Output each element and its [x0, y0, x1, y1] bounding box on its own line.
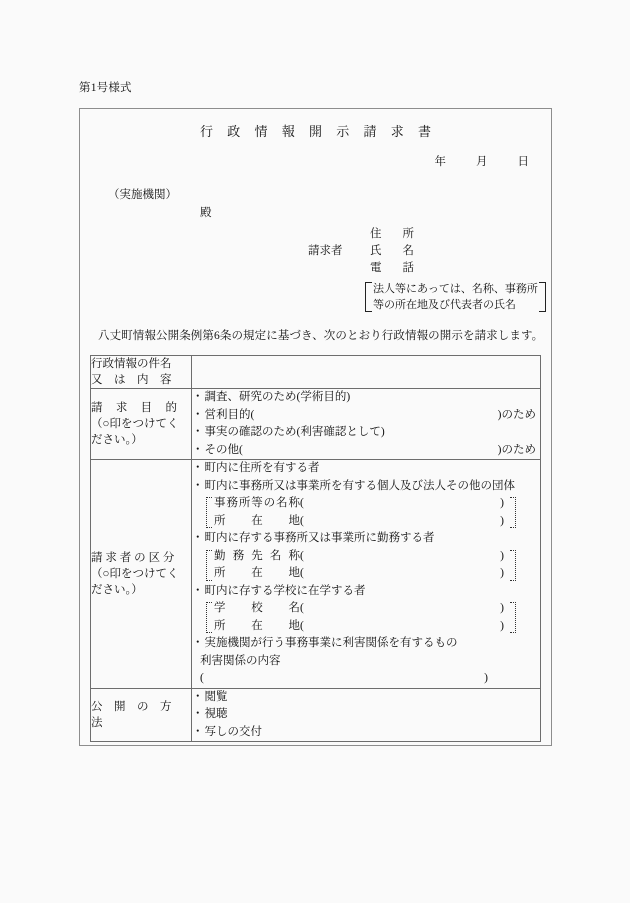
- interest-detail-label: 利害関係の内容: [200, 654, 281, 667]
- requester-prefix-label: 請求者: [308, 245, 343, 257]
- option-line[interactable]: [192, 724, 540, 742]
- date-month-label: 月: [476, 156, 488, 168]
- paren-open: (: [300, 602, 304, 614]
- corporate-note-line-1: 法人等にあっては、名称、事務所: [373, 283, 538, 295]
- bullet-icon: ・: [192, 408, 204, 421]
- row-label-line: ださい。）: [91, 583, 143, 596]
- row-label-cell: [91, 356, 192, 389]
- option-line[interactable]: [192, 478, 540, 496]
- request-statement: 八丈町情報公開条例第6条の規定に基づき、次のとおり行政情報の開示を請求します。: [98, 330, 544, 342]
- option-line[interactable]: [192, 389, 540, 407]
- detail-field-label: 所 在 地: [214, 567, 300, 579]
- row-label-cell: [91, 688, 192, 742]
- detail-field-label: 所 在 地: [214, 514, 300, 527]
- requester-address-label: 住 所: [370, 228, 414, 240]
- detail-field-group: [206, 548, 516, 583]
- detail-field-label: 学 校 名: [214, 602, 300, 614]
- option-label: 町内に存する学校に在学する者: [204, 584, 366, 597]
- detail-field-label: 勤 務 先 名 称: [214, 549, 300, 562]
- row-label-line: 公 開 の 方 法: [91, 700, 183, 729]
- option-line[interactable]: [192, 689, 540, 707]
- table-row: [91, 460, 541, 689]
- detail-field-row[interactable]: [214, 548, 508, 566]
- option-line[interactable]: [192, 424, 540, 442]
- form-number: 第1号様式: [79, 82, 132, 94]
- paren-open: (: [300, 567, 304, 579]
- row-label-line: 又 は 内 容: [91, 374, 172, 386]
- option-label: 写しの交付: [204, 725, 262, 738]
- bullet-icon: ・: [192, 426, 204, 438]
- option-label: 実施機関が行う事務事業に利害関係を有するもの: [204, 637, 458, 649]
- row-label-line: 行政情報の件名: [91, 358, 172, 370]
- bullet-icon: ・: [192, 690, 204, 703]
- interest-detail-input[interactable]: [200, 670, 540, 688]
- row-label-cell: [91, 389, 192, 460]
- row-label-line: （○印をつけてく: [91, 567, 179, 580]
- option-line[interactable]: [192, 583, 540, 601]
- request-table-body: [91, 356, 541, 742]
- option-label: 閲覧: [204, 690, 228, 703]
- option-tail: )のため: [497, 443, 536, 456]
- date-year-label: 年: [434, 156, 446, 168]
- paren-close: ): [500, 619, 504, 632]
- paren-close: ): [500, 514, 504, 527]
- paren-close: ): [500, 497, 504, 509]
- option-line[interactable]: [192, 530, 540, 548]
- corporate-note: [365, 281, 546, 313]
- row-body-cell: [192, 688, 541, 742]
- row-label-line: ださい。）: [91, 434, 143, 446]
- row-label-cell: [91, 460, 192, 689]
- bullet-icon: ・: [192, 443, 204, 456]
- paren-open: (: [300, 619, 304, 632]
- page-title: 行 政 情 報 開 示 請 求 書: [199, 124, 437, 139]
- option-label: 営利目的(: [204, 408, 255, 421]
- table-row: [91, 389, 541, 460]
- date-line: [435, 153, 530, 169]
- detail-field-label: 所 在 地: [214, 619, 300, 632]
- date-day-label: 日: [517, 156, 529, 168]
- bullet-icon: ・: [192, 479, 204, 492]
- paren-open: (: [300, 497, 304, 509]
- paren-open: (: [200, 672, 204, 684]
- detail-field-row[interactable]: [214, 600, 508, 618]
- option-label: 視聴: [204, 708, 228, 720]
- detail-field-row[interactable]: [214, 565, 508, 583]
- option-label: 事実の確認のため(利害確認として): [204, 426, 385, 438]
- row-label-line: 請 求 目 的: [91, 402, 177, 414]
- row-label-line: 請 求 者 の 区 分: [91, 551, 175, 564]
- table-row: [91, 356, 541, 389]
- option-tail: )のため: [497, 408, 536, 421]
- bullet-icon: ・: [192, 391, 204, 403]
- bullet-icon: ・: [192, 637, 204, 649]
- table-row: [91, 688, 541, 742]
- form-frame: [79, 108, 552, 746]
- detail-field-label: 事務所等の名称: [214, 497, 300, 509]
- requester-name-label: 氏 名: [370, 245, 414, 257]
- option-label: 町内に存する事務所又は事業所に勤務する者: [204, 532, 435, 544]
- option-line[interactable]: [192, 442, 540, 460]
- option-label: 調査、研究のため(学術目的): [204, 391, 351, 403]
- row-body-cell: [192, 389, 541, 460]
- paren-open: (: [300, 514, 304, 527]
- option-line[interactable]: [192, 460, 540, 478]
- detail-field-group: [206, 495, 516, 530]
- agency-label: （実施機関）: [108, 189, 177, 201]
- detail-field-row[interactable]: [214, 495, 508, 513]
- paren-close: ): [484, 672, 488, 684]
- agency-honorific: 殿: [200, 207, 212, 219]
- detail-field-row[interactable]: [214, 618, 508, 636]
- bullet-icon: ・: [192, 725, 204, 738]
- option-line[interactable]: [192, 706, 540, 724]
- bullet-icon: ・: [192, 462, 204, 474]
- bullet-icon: ・: [192, 584, 204, 597]
- option-label: 町内に住所を有する者: [204, 462, 320, 474]
- bracket-right-icon: [539, 281, 546, 313]
- corporate-note-line-2: 等の所在地及び代表者の氏名: [373, 299, 516, 311]
- row-label-line: （○印をつけてく: [91, 418, 179, 430]
- paren-close: ): [500, 549, 504, 562]
- paren-open: (: [300, 549, 304, 562]
- bullet-icon: ・: [192, 532, 204, 544]
- row-body-cell: [192, 460, 541, 689]
- option-label: その他(: [204, 443, 243, 456]
- paren-close: ): [500, 567, 504, 579]
- request-table: [90, 355, 541, 742]
- paren-close: ): [500, 602, 504, 614]
- bracket-left-icon: [365, 281, 372, 313]
- option-line[interactable]: [192, 407, 540, 425]
- option-line[interactable]: [192, 635, 540, 653]
- option-label: 町内に事務所又は事業所を有する個人及び法人その他の団体: [204, 479, 515, 492]
- detail-field-row[interactable]: [214, 513, 508, 531]
- requester-phone-label: 電 話: [370, 262, 414, 274]
- bullet-icon: ・: [192, 708, 204, 720]
- detail-field-group: [206, 600, 516, 635]
- subject-input-area[interactable]: [192, 356, 541, 389]
